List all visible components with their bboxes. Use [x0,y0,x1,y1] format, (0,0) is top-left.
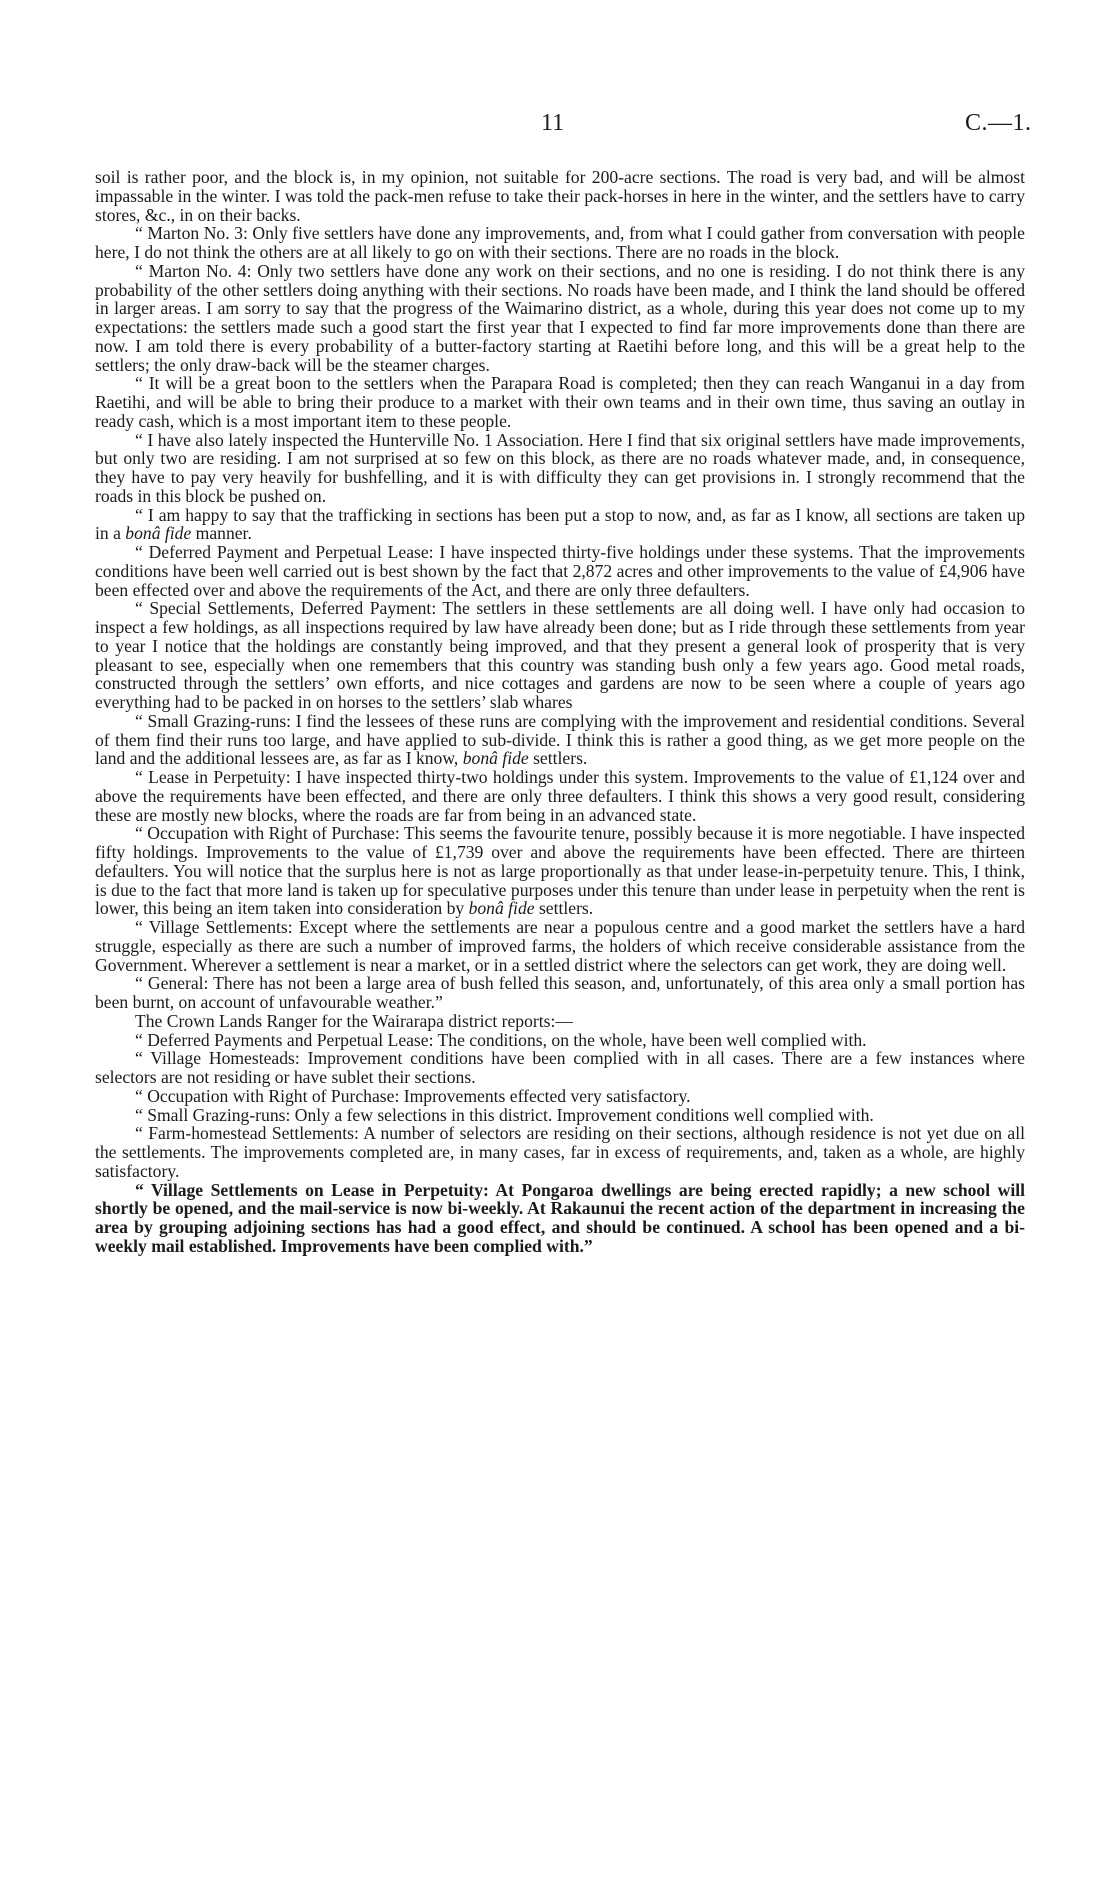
paragraph-text: “ Small Grazing-runs: I find the lessees of these runs are complying with the improvement and residential conditions. Several of them find their runs too large, and have applied to sub-divide. I think this is rather a good thing, as we get more people on the land and the additional lessees are, as far as I know, [95,710,1025,769]
document-reference: C.—1. [965,110,1032,136]
paragraph-text: “ Marton No. 3: Only five settlers have done any improvements, and, from what I could gather from conversation with people here, I do not think the others are at all likely to go on with their sections. There are no roads in the block. [95,223,1025,262]
page-header [0,110,1114,140]
body-text [95,168,1025,1256]
paragraph-text: “ Farm-homestead Settlements: A number of selectors are residing on their sections, although residence is not yet due on all the settlements. The improvements completed are, in many cases, far in excess of requirements, and, taken as a whole, are highly satisfactory. [95,1123,1025,1181]
paragraph [95,506,1025,544]
paragraph-text: “ Occupation with Right of Purchase: This seems the favourite tenure, possibly because it is more negotiable. I have inspected fifty holdings. Improvements to the value of £1,739 over and above the requirements have been effected. There are thirteen defaulters. You will notice that the surplus here is not as large proportionally as that under lease-in-perpetuity tenure. This, I think, is due to the fact that more land is taken up for speculative purposes under this tenure than under lease in perpetuity when the rent is lower, this being an item taken into consideration by [95,823,1025,919]
paragraph-text: The Crown Lands Ranger for the Wairarapa district reports:— [135,1010,573,1031]
paragraph [95,1181,1025,1256]
page-number: 11 [541,110,565,136]
paragraph [95,262,1025,375]
paragraph [95,168,1025,224]
paragraph [95,1012,1025,1031]
paragraph [95,1049,1025,1087]
italic-phrase: bonâ fide [462,748,529,769]
paragraph-text: “ Lease in Perpetuity: I have inspected thirty-two holdings under this system. Improvements to the value of £1,124 over and above the requirements have been effected, and there are only three defaulters. I think this shows a very good result, considering these are mostly new blocks, where the roads are far from being in an advanced state. [95,767,1025,825]
paragraph-text: soil is rather poor, and the block is, in my opinion, not suitable for 200-acre sections. The road is very bad, and will be almost impassable in the winter. I was told the pack-men refuse to take their pack-horses in here in the winter, and the settlers have to carry stores, &c., in on their backs. [95,167,1025,225]
paragraph-text: “ Occupation with Right of Purchase: Improvements effected very satisfactory. [135,1085,691,1106]
paragraph-text: “ It will be a great boon to the settlers when the Parapara Road is completed; then they can reach Wanganui in a day from Raetihi, and will be able to bring their produce to a market with their own teams and in their own time, thus saving an outlay in ready cash, which is a most important item to these people. [95,373,1025,431]
paragraph [95,543,1025,599]
paragraph-text: “ General: There has not been a large area of bush felled this season, and, unfortunately, of this area only a small portion has been burnt, on account of unfavourable weather.” [95,973,1025,1012]
paragraph [95,768,1025,824]
paragraph [95,918,1025,974]
paragraph [95,374,1025,430]
paragraph-text: “ Deferred Payment and Perpetual Lease: I have inspected thirty-five holdings under these systems. That the improvements conditions have been well carried out is best shown by the fact that 2,872 acres and other improvements to the value of £4,906 have been effected over and above the requirements of the Act, and there are only three defaulters. [95,542,1025,600]
paragraph-text: “ Village Settlements: Except where the settlements are near a populous centre and a good market the settlers have a hard struggle, especially as there are such a number of improved farms, the holders of which receive considerable assistance from the Government. Wherever a settlement is near a market, or in a settled district where the selectors can get work, they are doing well. [95,917,1025,975]
paragraph [95,712,1025,768]
paragraph [95,599,1025,712]
paragraph-text: “ Village Homesteads: Improvement conditions have been complied with in all cases. There are a few instances where selectors are not residing or have sublet their sections. [95,1048,1025,1087]
paragraph-text: “ Special Settlements, Deferred Payment: The settlers in these settlements are all doing well. I have only had occasion to inspect a few holdings, as all inspections required by law have already been done; but as I ride through these settlements from year to year I notice that the holdings are constantly being improved, and that they present a general look of prosperity that is very pleasant to see, especially when one remembers that this country was standing bush only a few years ago. Good metal roads, constructed through the settlers’ own efforts, and nice cottages and gardens are now to be seen where a couple of years ago everything had to be packed in on horses to the settlers’ slab whares [95,598,1025,712]
paragraph-text: manner. [191,523,252,544]
paragraph [95,1106,1025,1125]
paragraph [95,974,1025,1012]
paragraph [95,1031,1025,1050]
paragraph [95,224,1025,262]
paragraph-text: “ Deferred Payments and Perpetual Lease: The conditions, on the whole, have been well complied with. [135,1029,867,1050]
paragraph-text: “ I am happy to say that the trafficking in sections has been put a stop to now, and, as far as I know, all sections are taken up in a [95,504,1025,544]
paragraph-text: “ Small Grazing-runs: Only a few selections in this district. Improvement conditions well complied with. [135,1104,874,1125]
paragraph-text: “ Marton No. 4: Only two settlers have done any work on their sections, and no one is residing. I do not think there is any probability of the other settlers doing anything with their sections. No roads have been made, and I think the land should be offered in larger areas. I am sorry to say that the progress of the Waimarino district, as a whole, during this year does not come up to my expectations: the settlers made such a good start the first year that I expected to find far more improvements done than there are now. I am told there is every probability of a butter-factory starting at Raetihi before long, and this will be a great help to the settlers; the only draw-back will be the steamer charges. [95,260,1025,375]
italic-phrase: bonâ fide [125,523,192,544]
paragraph [95,1087,1025,1106]
paragraph-text: “ Village Settlements on Lease in Perpetuity: At Pongaroa dwellings are being erected rapidly; a new school will shortly be opened, and the mail-service is now bi-weekly. At Rakaunui the recent action of the department in increasing the area by grouping adjoining sections has had a good effect, and should be continued. A school has been opened and a bi-weekly mail established. Improvements have been complied with.” [95,1179,1025,1256]
paragraph [95,1124,1025,1180]
paragraph-text: settlers. [534,898,594,919]
paragraph-text: “ I have also lately inspected the Hunterville No. 1 Association. Here I find that six original settlers have made improvements, but only two are residing. I am not surprised at so few on this block, as there are no roads whatever made, and, in consequence, they have to pay very heavily for bushfelling, and it is with difficulty they can get provisions in. I strongly recommend that the roads in this block be pushed on. [95,429,1025,506]
paragraph-text: settlers. [528,748,588,769]
italic-phrase: bonâ fide [468,898,535,919]
paragraph [95,431,1025,506]
paragraph [95,824,1025,918]
